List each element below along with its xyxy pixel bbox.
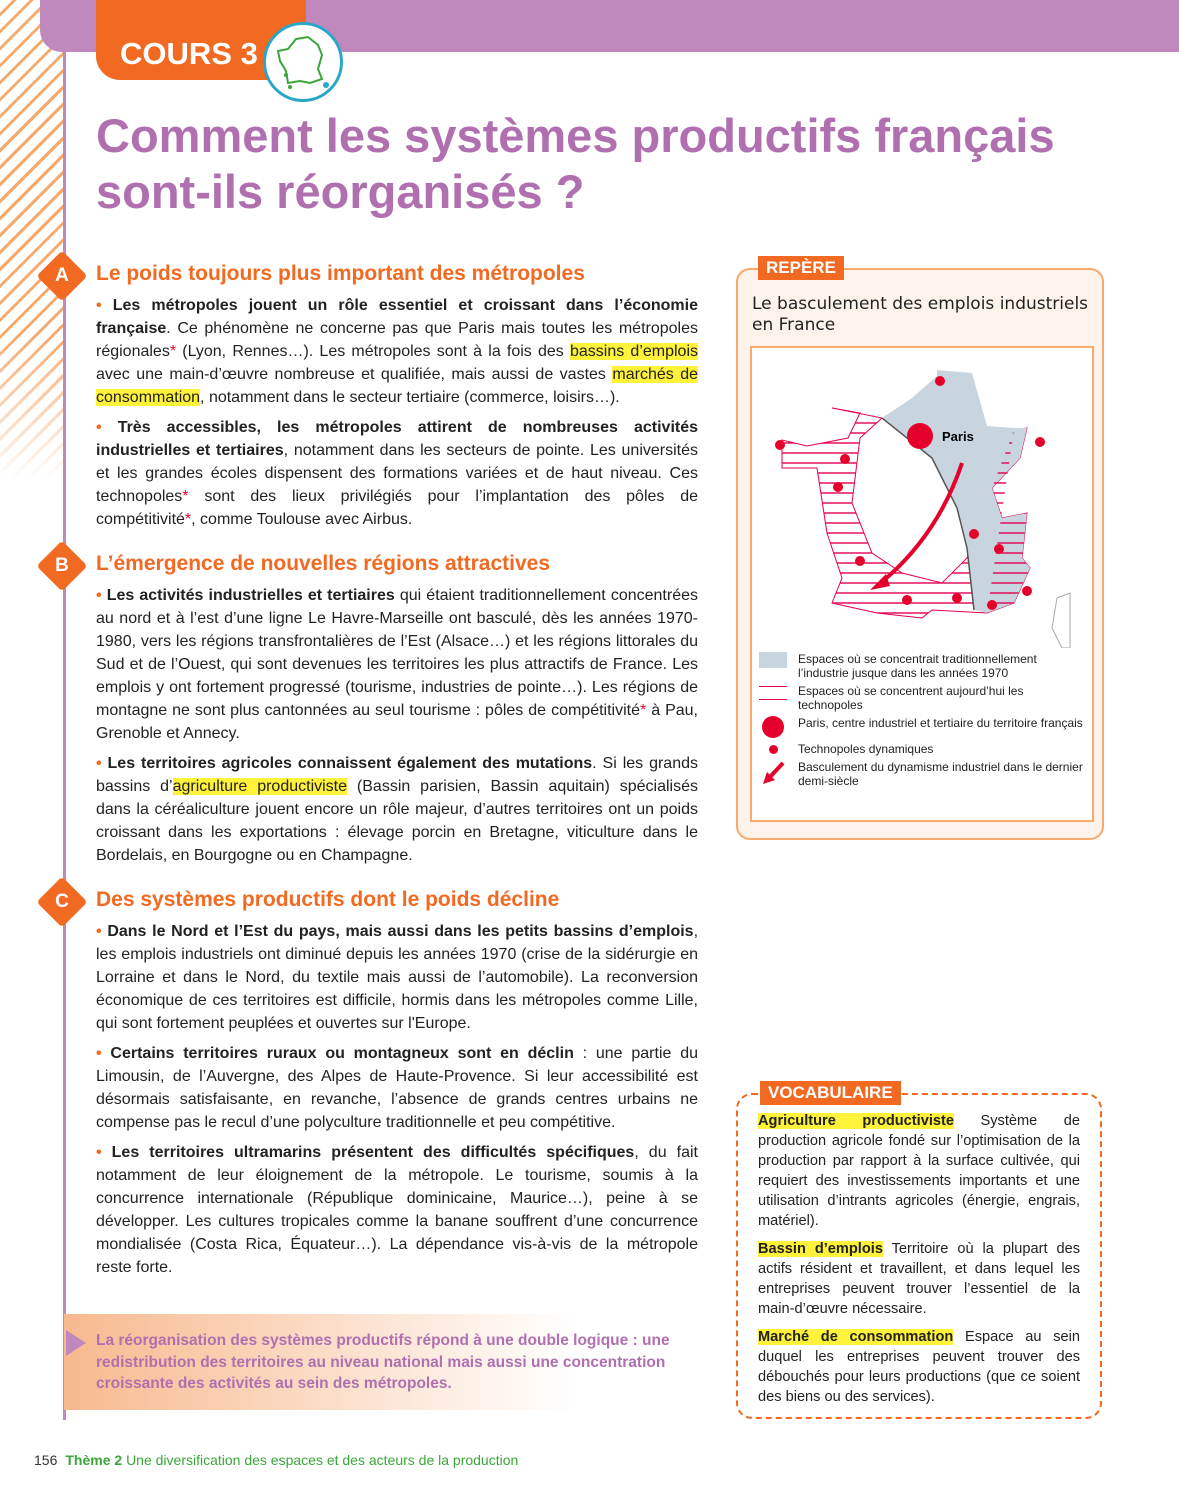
section-title: L’émergence de nouvelles régions attractives xyxy=(96,552,551,575)
text-segment: Les territoires ultramarins présentent des difficultés spécifiques xyxy=(111,1144,635,1161)
paragraph xyxy=(96,416,698,531)
large-dot-icon xyxy=(762,716,784,738)
arrow-icon xyxy=(761,760,785,786)
vocabulary-definition: Territoire où la plupart des actifs résident et travaillent, et dans lequel les entreprises peuvent trouver l’essentiel de la main-d’œuvre nécessaire. xyxy=(758,1241,1080,1317)
vocabulary-term: Marché de consommation xyxy=(758,1329,954,1345)
legend-text: Espaces où se concentrent aujourd’hui les technopoles xyxy=(798,684,1024,712)
repere-box xyxy=(736,258,1104,840)
text-segment: , du fait notamment de leur éloignement de la métropole. Le tourisme, soumis à la concurrence internationale (République dominicaine, Maurice…), peine à se développer. Les cultures tropicales comme la banane souffrent d’une concurrence mondialisée (Costa Rica, Équateur…). La dépendance vis-à-vis de la métropole reste forte. xyxy=(96,1144,698,1276)
glossary-asterisk: * xyxy=(169,343,177,360)
france-map-icon xyxy=(263,22,343,102)
main-column xyxy=(55,262,699,1410)
text-segment: . Ce phénomène ne concerne pas que Paris mais toutes les métropoles régionales xyxy=(96,320,698,360)
vocabulary-definition: Système de production agricole fondé sur l’optimisation de la production par rapport à la surface cultivée, qui requiert des investissements importants et une utilisation d’intrants agricoles (énergie, engrais, matériel). xyxy=(758,1113,1080,1229)
vocabulary-definition: Espace au sein duquel les entreprises peuvent trouver des débouchés pour leurs productions (que ce soient des biens ou des services). xyxy=(758,1329,1080,1405)
section-heading xyxy=(55,888,698,912)
text-segment: , comme Toulouse avec Airbus. xyxy=(191,511,413,528)
highlighted-term: bassins d’emplois xyxy=(569,343,699,360)
legend-text: Espaces où se concentrait traditionnellement l’industrie jusque dans les années 1970 xyxy=(798,652,1037,680)
paris-label: Paris xyxy=(942,429,974,444)
small-dot-icon xyxy=(769,745,778,754)
legend-item xyxy=(758,684,1088,712)
legend-text: Technopoles dynamiques xyxy=(798,742,934,756)
legend-text: Paris, centre industriel et tertiaire du territoire français xyxy=(798,716,1083,730)
legend-text: Basculement du dynamisme industriel dans le dernier demi-siècle xyxy=(798,760,1083,788)
map xyxy=(750,346,1094,822)
text-segment: , notamment dans les secteurs de pointe. Les universités et les grandes écoles dispensent des formations variées et de haut niveau. Ces technopoles xyxy=(96,442,698,505)
glossary-asterisk: * xyxy=(182,488,189,505)
hatch-swatch-icon xyxy=(759,686,787,700)
vocabulary-box xyxy=(736,1083,1102,1419)
section-badge xyxy=(37,541,88,592)
vocabulary-tag: VOCABULAIRE xyxy=(760,1081,901,1105)
section-title: Des systèmes productifs dont le poids décline xyxy=(96,888,560,911)
map-legend xyxy=(758,652,1088,792)
text-segment: Les métropoles jouent un rôle essentiel et croissant dans l’économie française xyxy=(96,297,699,337)
conclusion-box xyxy=(64,1314,704,1410)
vocabulary-entry xyxy=(758,1327,1080,1407)
paragraph xyxy=(96,584,698,745)
section-heading xyxy=(55,552,698,576)
legend-item xyxy=(758,760,1088,788)
glossary-asterisk: * xyxy=(184,511,192,528)
section-letter: A xyxy=(55,265,69,286)
theme-title: Une diversification des espaces et des acteurs de la production xyxy=(126,1452,519,1468)
section-c xyxy=(55,888,699,1286)
legend-item xyxy=(758,652,1088,680)
repere-tag: REPÈRE xyxy=(758,256,844,280)
grey-swatch-icon xyxy=(759,652,787,668)
text-segment: Très accessibles, les métropoles attirent de nombreuses activités industrielles et tertiaires xyxy=(96,419,699,459)
france-map xyxy=(752,348,1092,648)
conclusion-text: La réorganisation des systèmes productifs répond à une double logique : une redistribution des territoires au niveau national mais aussi une concentration croissante des activités au sein des métropoles. xyxy=(96,1332,670,1392)
text-segment: Les territoires agricoles connaissent également des mutations xyxy=(107,755,593,772)
glossary-asterisk: * xyxy=(640,702,647,719)
arrow-icon xyxy=(66,1330,86,1356)
legend-item xyxy=(758,742,1088,756)
text-segment: sont des lieux privilégiés pour l’implantation des pôles de compétitivité xyxy=(96,488,698,528)
paragraph xyxy=(96,1042,698,1134)
highlighted-term: marchés de consommation xyxy=(96,366,698,406)
section-letter: C xyxy=(55,891,69,912)
paragraph xyxy=(96,1141,698,1279)
legend-item xyxy=(758,716,1088,738)
paragraph xyxy=(96,752,698,867)
text-segment: , notamment dans le secteur tertiaire (commerce, loisirs…). xyxy=(200,389,620,406)
footer xyxy=(34,1452,518,1468)
text-segment: (Bassin parisien, Bassin aquitain) spécialisés dans la céréaliculture jouent encore un rôle majeur, d’autres territoires ont un poids croissant dans les exportations : élevage porcin en Bretagne, viticulture dans le Bordelais, en Bourgogne ou en Champagne. xyxy=(96,778,698,864)
text-segment: : une partie du Limousin, de l’Auvergne, des Alpes de Haute-Provence. Si leur accessibilité est désormais satisfaisante, en revanche, l’absence de grands centres urbains ne compense pas le recul d’une polyculture traditionnelle et peu compétitive. xyxy=(96,1045,698,1131)
decorative-hatching xyxy=(0,0,64,480)
text-segment: . Si les grands bassins d’ xyxy=(96,755,698,795)
page-title: Comment les systèmes productifs français sont-ils réorganisés ? xyxy=(96,109,1055,218)
section-a xyxy=(55,262,699,538)
vocabulary-term: Agriculture productiviste xyxy=(758,1113,954,1129)
text-segment: à Pau, Grenoble et Annecy. xyxy=(96,702,699,742)
repere-title: Le basculement des emplois industriels en France xyxy=(752,294,1089,335)
section-b xyxy=(55,552,699,874)
text-segment: (Lyon, Rennes…). Les métropoles sont à la fois des xyxy=(176,343,570,360)
paragraph xyxy=(96,920,698,1035)
vocabulary-entry xyxy=(758,1111,1080,1231)
section-title: Le poids toujours plus important des métropoles xyxy=(96,262,585,285)
theme-label: Thème 2 xyxy=(65,1452,123,1468)
text-segment: Les activités industrielles et tertiaires xyxy=(106,587,395,604)
section-badge xyxy=(37,877,88,928)
section-heading xyxy=(55,262,698,286)
text-segment: Dans le Nord et l’Est du pays, mais aussi dans les petits bassins d’emplois xyxy=(107,923,694,940)
page-number: 156 xyxy=(34,1452,58,1468)
highlighted-term: agriculture productiviste xyxy=(172,778,348,795)
paragraph xyxy=(96,294,698,409)
text-segment: qui étaient traditionnellement concentrées au nord et à l’est d’une ligne Le Havre-Marseille ont basculé, dès les années 1970-1980, vers les régions transfrontalières de l’Est (Alsace…) et les régions littorales du Sud et de l’Ouest, qui sont devenues les territoires les plus attractifs de France. Les emplois y ont fortement progressé (tourisme, industries de pointe…). Les régions de montagne ne sont plus cantonnées au seul tourisme : pôles de compétitivité xyxy=(96,587,698,719)
section-badge xyxy=(37,251,88,302)
text-segment: Certains territoires ruraux ou montagneux sont en déclin xyxy=(110,1045,574,1062)
text-segment: , les emplois industriels ont diminué depuis les années 1970 (crise de la sidérurgie en Lorraine et dans le Nord, du textile mais aussi de l’automobile). La reconversion économique de ces territoires est difficile, hormis dans les métropoles comme Lille, qui sont fortement peuplées et ouvertes sur l'Europe. xyxy=(96,923,699,1032)
vocabulary-term: Bassin d’emplois xyxy=(758,1241,883,1257)
text-segment: avec une main-d’œuvre nombreuse et qualifiée, mais aussi de vastes xyxy=(96,366,613,383)
lesson-tag: COURS 3 xyxy=(96,0,306,80)
section-letter: B xyxy=(55,555,69,576)
vocabulary-entry xyxy=(758,1239,1080,1319)
